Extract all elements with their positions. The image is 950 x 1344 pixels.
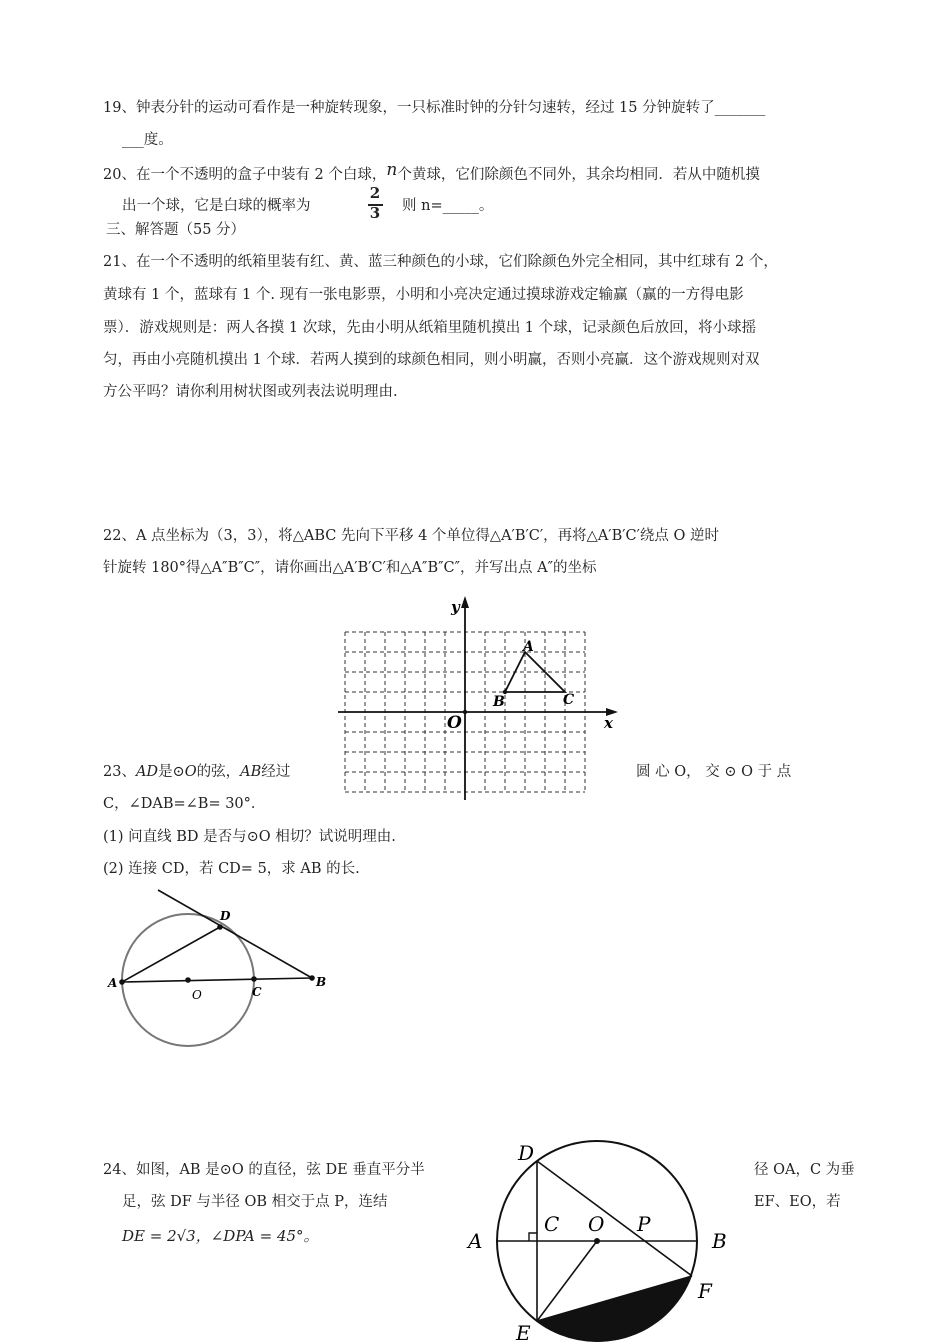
- label-b: B: [316, 975, 327, 989]
- circle-tangent-figure: [100, 882, 340, 1062]
- q20-n-symbol: n: [386, 160, 398, 180]
- label-c: C: [544, 1212, 560, 1236]
- q21-line5: 方公平吗？请你利用树状图或列表法说明理由.: [103, 384, 398, 400]
- q20-line2b: 则 n=_____。: [402, 198, 494, 214]
- chord-df: [537, 1161, 692, 1276]
- label-b: B: [712, 1229, 727, 1253]
- q24-line2-right: EF、EO，若: [754, 1194, 841, 1210]
- q21-line2: 黄球有 1 个，蓝球有 1 个. 现有一张电影票，小明和小亮决定通过摸球游戏定输赢（赢的一方得电影: [103, 287, 744, 303]
- right-angle-mark: [529, 1233, 537, 1241]
- q23-ad: AD: [135, 764, 159, 780]
- q24-line1-right: 径 OA，C 为垂: [754, 1162, 855, 1178]
- q22-line2: 针旋转 180°得△A″B″C″，请你画出△A′B′C′和△A″B″C″，并写出点 A″的坐标: [103, 560, 597, 576]
- shaded-segment: [537, 1276, 692, 1342]
- q20-line1: [103, 160, 760, 185]
- q24-line1-left: 24、如图，AB 是⊙O 的直径，弦 DE 垂直平分半: [103, 1162, 425, 1178]
- coordinate-grid-figure: [330, 592, 630, 802]
- q19-line1: 19、钟表分针的运动可看作是一种旋转现象，一只标准时钟的分针匀速转，经过 15 分钟旋转了_______: [103, 100, 766, 116]
- point-c: [251, 976, 257, 982]
- label-a: A: [108, 976, 118, 990]
- label-b: B: [493, 694, 505, 710]
- q21-line4: 匀，再由小亮随机摸出 1 个球．若两人摸到的球颜色相同，则小明赢，否则小亮赢．这个游戏规则对双: [103, 352, 760, 368]
- q23-o: O: [184, 764, 197, 780]
- label-a: A: [468, 1229, 483, 1253]
- q24-line3: DE = 2√3，∠DPA = 45°。: [122, 1227, 319, 1245]
- point-d: [217, 924, 223, 930]
- point-o: [185, 977, 191, 983]
- q23-line1-right: 圆 心 O， 交 ⊙ O 于 点: [636, 764, 792, 780]
- q20-text-a: 20、在一个不透明的盒子中装有 2 个白球，: [103, 167, 387, 183]
- label-x: x: [604, 714, 613, 732]
- point-b: [309, 975, 315, 981]
- section-heading: 三、解答题（55 分）: [106, 222, 246, 238]
- q20-line2a: 出一个球，它是白球的概率为: [122, 198, 311, 214]
- q23-t2: 的弦，: [196, 764, 241, 780]
- label-e: E: [516, 1321, 531, 1344]
- label-o: O: [192, 988, 202, 1002]
- q23-t3: 经过: [261, 764, 291, 780]
- line-ab: [122, 978, 312, 982]
- fraction-numerator: 2: [369, 184, 381, 202]
- q23-ab: AB: [240, 764, 262, 780]
- q24-line2-left: 足，弦 DF 与半径 OB 相交于点 P，连结: [122, 1194, 388, 1210]
- q22-line1: 22、A 点坐标为（3，3），将△ABC 先向下平移 4 个单位得△A′B′C′，再将△A′B′C′绕点 O 逆时: [103, 528, 720, 544]
- q23-t1: 是⊙: [158, 764, 185, 780]
- q19-line2: ___度。: [122, 132, 173, 148]
- label-c: C: [252, 985, 262, 999]
- y-axis-arrow: [461, 596, 469, 608]
- label-c: C: [563, 692, 575, 708]
- circle-diameter-figure: [462, 1136, 752, 1344]
- label-d: D: [220, 909, 231, 923]
- q23-line1: [103, 762, 290, 782]
- label-d: D: [518, 1141, 535, 1165]
- q23-sub1: (1) 问直线 BD 是否与⊙O 相切？试说明理由.: [103, 829, 396, 845]
- fraction-denominator: 3: [369, 204, 381, 222]
- q21-line3: 票）．游戏规则是：两人各摸 1 次球，先由小明从纸箱里随机摸出 1 个球，记录颜色后放回，将小球摇: [103, 320, 757, 336]
- label-a: A: [523, 639, 534, 655]
- q21-line1: 21、在一个不透明的纸箱里装有红、黄、蓝三种颜色的小球，它们除颜色外完全相同，其中红球有 2 个，: [103, 254, 778, 270]
- chord-ad: [122, 927, 220, 982]
- label-p: P: [637, 1212, 651, 1236]
- label-f: F: [698, 1279, 712, 1303]
- label-y: y: [451, 598, 460, 616]
- q20-text-b: 个黄球，它们除颜色不同外，其余均相同．若从中随机摸: [397, 167, 760, 183]
- label-o: O: [447, 713, 462, 733]
- point-a: [119, 979, 125, 985]
- point-o: [594, 1238, 600, 1244]
- q23-sub2: (2) 连接 CD，若 CD= 5，求 AB 的长.: [103, 861, 360, 877]
- q23-line2: C，∠DAB=∠B= 30°．: [103, 796, 266, 812]
- q23-num: 23、: [103, 764, 136, 780]
- line-bd: [158, 890, 312, 978]
- origin-point: [463, 710, 467, 714]
- label-o: O: [588, 1212, 605, 1236]
